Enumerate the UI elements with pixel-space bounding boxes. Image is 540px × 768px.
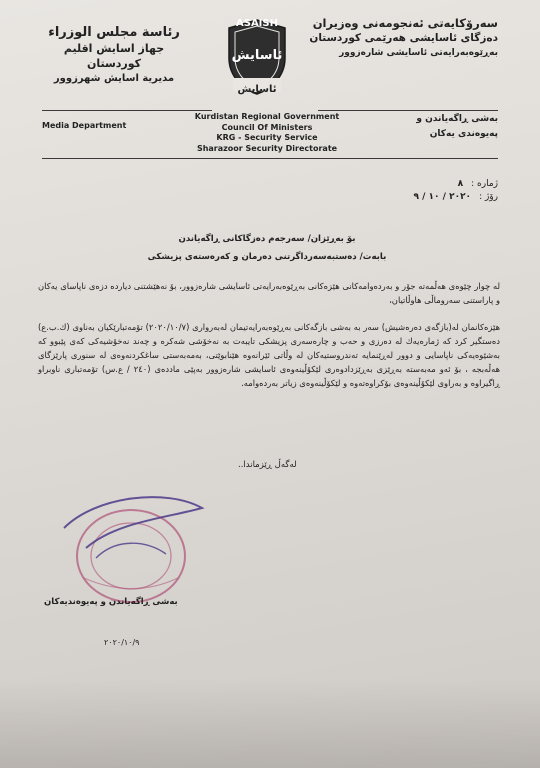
body-paragraph-2: هێزەکانمان لە(بازگەی دەرەشیش) سەر بە بەشی بازگەکانی بەڕێوەبەرایەتیمان لەبەرواری (٢٠٢٠/١٠/٧) تۆمەتبارێکیان بەناوی (ك.ب.ع) دەستگیر کرد کە ژمارەیەك لە دەرزی و حەب و چارەسەری پزیشکی تایبەت بە نەخۆشی شەکرە و چەند نەخۆشیەکی کەی پێبوو کە بەشێوەیەکی ناپاسایی و دوور لەڕێنمایە تەندروستیەکان لە وڵاتی ئێرانەوە هێنابوێتی، بەمەبەستی ساغکردنەوەی لە سنوری پارێزگای هەڵەبجە ، بۆ ئەو مەبەستە بەڕێزی بەڕێزدادوەری لێکۆڵینەوەی ئاسایشی شارەزوور بەپێی ماددەی (٢٤٠ / ع.س) تۆمەتباری ناوبراو ڕاگیراوە و بەراوی لێکۆڵینەوەی بۆکراوەتەوە و لێکۆڵینەوەی زیاتر بەردەوامە.	[38, 322, 501, 388]
header-left-line2: جهاز اسايش اقليم كوردستان	[63, 42, 165, 70]
header-right-line1: سەرۆکایەتی ئەنجومەنی وەزیران	[312, 16, 498, 30]
date-label: رۆژ :	[479, 192, 498, 202]
header-rule-right	[318, 110, 498, 111]
krg-line1: Kurdistan Regional Government	[194, 112, 340, 121]
krg-block	[178, 112, 356, 154]
subject-line: بابەت/ دەستبەسەرداگرتنی دەرمان و کەرەستەی پزیشکی	[147, 252, 387, 262]
logo-middle-text: ئاسایش	[231, 48, 283, 63]
number-label: ژمارە :	[471, 179, 498, 189]
page-shadow	[0, 678, 540, 768]
header-left-line1: رئاسة مجلس الوزراء	[48, 25, 180, 40]
header-right-line3: بەڕێوەبەرایەتی ئاسایشی شارەزوور	[339, 48, 498, 58]
signature-department: بەشی ڕاگەیاندن و پەیوەندیەکان	[44, 597, 178, 607]
closing-line: لەگەڵ ڕێزماندا..	[238, 460, 297, 470]
media-department-label: Media Department	[42, 121, 127, 130]
header-left	[44, 24, 184, 86]
subheader-rule	[42, 158, 498, 159]
header-right	[298, 16, 498, 61]
logo-top-text: ASAISH	[236, 18, 278, 29]
krg-line4: Sharazoor Security Directorate	[196, 143, 338, 153]
number-value: ٨	[457, 179, 464, 189]
header-rule-left	[42, 110, 212, 111]
department-line2: پەیوەندی یەکان	[429, 129, 498, 139]
signature-date: ٢٠٢٠/١٠/٩	[104, 638, 140, 647]
krg-line2: Council Of Ministers	[221, 122, 313, 132]
reference-block	[338, 178, 498, 204]
header-left-line3: مديرية اسايش شهرزوور	[53, 73, 175, 84]
addressee-line: بۆ بەڕێزان/ سەرجەم دەزگاکانی ڕاگەیاندن	[178, 234, 356, 244]
body-paragraph-1: لە چوار چێوەی هەڵمەتە جۆر و بەردەوامەکانی هێزەکانی بەڕێوەبەرایەتی ئاسایشی شارەزوور، بۆ نەهێشتنی دیاردە دزەی ناپاسای یەکان و پاراستنی سەروماڵی هاوڵاتیان،	[38, 281, 500, 305]
department-block	[378, 112, 498, 142]
date-value: ٢٠٢٠ / ١٠ / ٩	[413, 192, 472, 202]
department-line1: بەشی ڕاگەیاندن و	[416, 114, 498, 124]
header-right-line2: دەزگای ئاسایشی هەرێمی کوردستان	[309, 32, 498, 44]
krg-line3: KRG - Security Service	[216, 133, 318, 142]
logo-bottom-text: ئاسایش	[237, 84, 277, 95]
